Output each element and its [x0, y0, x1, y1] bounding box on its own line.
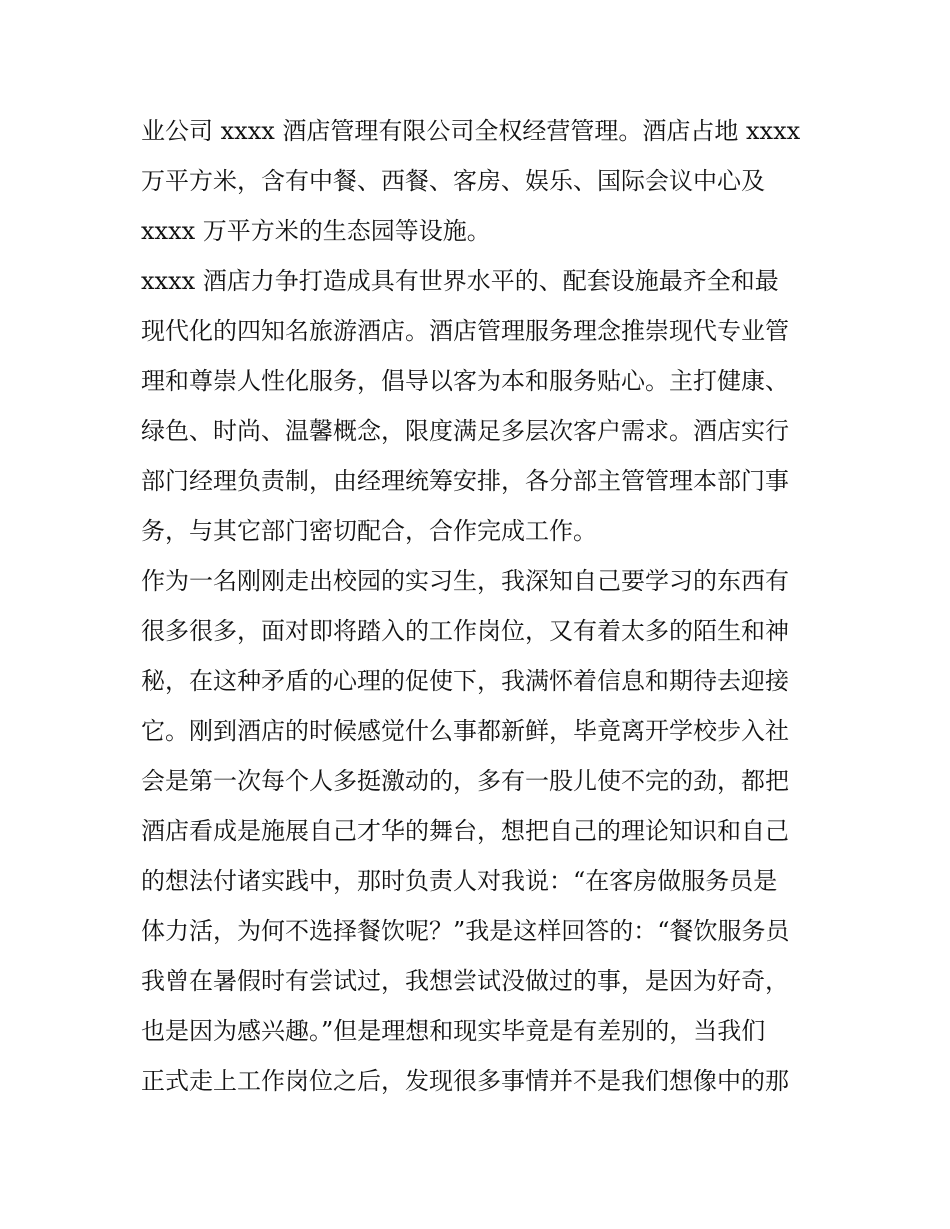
- text-line: 它。刚到酒店的时候感觉什么事都新鲜，毕竟离开学校步入社: [141, 717, 789, 745]
- text-line: 理和尊崇人性化服务，倡导以客为本和服务贴心。主打健康、: [141, 367, 789, 395]
- text-line: 很多很多，面对即将踏入的工作岗位，又有着太多的陌生和神: [141, 617, 789, 645]
- text-line: 现代化的四知名旅游酒店。酒店管理服务理念推崇现代专业管: [141, 317, 789, 345]
- text-line: 作为一名刚刚走出校园的实习生，我深知自己要学习的东西有: [141, 567, 789, 595]
- document-body: [141, 106, 831, 1106]
- text-line: 务，与其它部门密切配合，合作完成工作。: [141, 517, 597, 545]
- text-line: 业公司 xxxx 酒店管理有限公司全权经营管理。酒店占地 xxxx: [141, 117, 801, 145]
- text-line: 秘，在这种矛盾的心理的促使下，我满怀着信息和期待去迎接: [141, 667, 789, 695]
- text-line: 绿色、时尚、温馨概念，限度满足多层次客户需求。酒店实行: [141, 417, 789, 445]
- text-line: 体力活，为何不选择餐饮呢？”我是这样回答的：“餐饮服务员: [141, 917, 790, 945]
- text-line: 的想法付诸实践中，那时负责人对我说：“在客房做服务员是: [141, 867, 778, 895]
- text-line: xxxx 酒店力争打造成具有世界水平的、配套设施最齐全和最: [141, 267, 779, 295]
- text-line: 部门经理负责制，由经理统筹安排，各分部主管管理本部门事: [141, 467, 789, 495]
- text-line: 万平方米，含有中餐、西餐、客房、娱乐、国际会议中心及: [141, 167, 765, 195]
- text-line: 我曾在暑假时有尝试过，我想尝试没做过的事，是因为好奇，: [141, 967, 789, 995]
- text-line: 会是第一次每个人多挺激动的，多有一股儿使不完的劲，都把: [141, 767, 789, 795]
- text-line: 也是因为感兴趣。”但是理想和现实毕竟是有差别的，当我们: [141, 1017, 766, 1045]
- text-line: 酒店看成是施展自己才华的舞台，想把自己的理论知识和自己: [141, 817, 789, 845]
- text-line: xxxx 万平方米的生态园等设施。: [141, 217, 491, 245]
- text-line: 正式走上工作岗位之后，发现很多事情并不是我们想像中的那: [141, 1067, 789, 1095]
